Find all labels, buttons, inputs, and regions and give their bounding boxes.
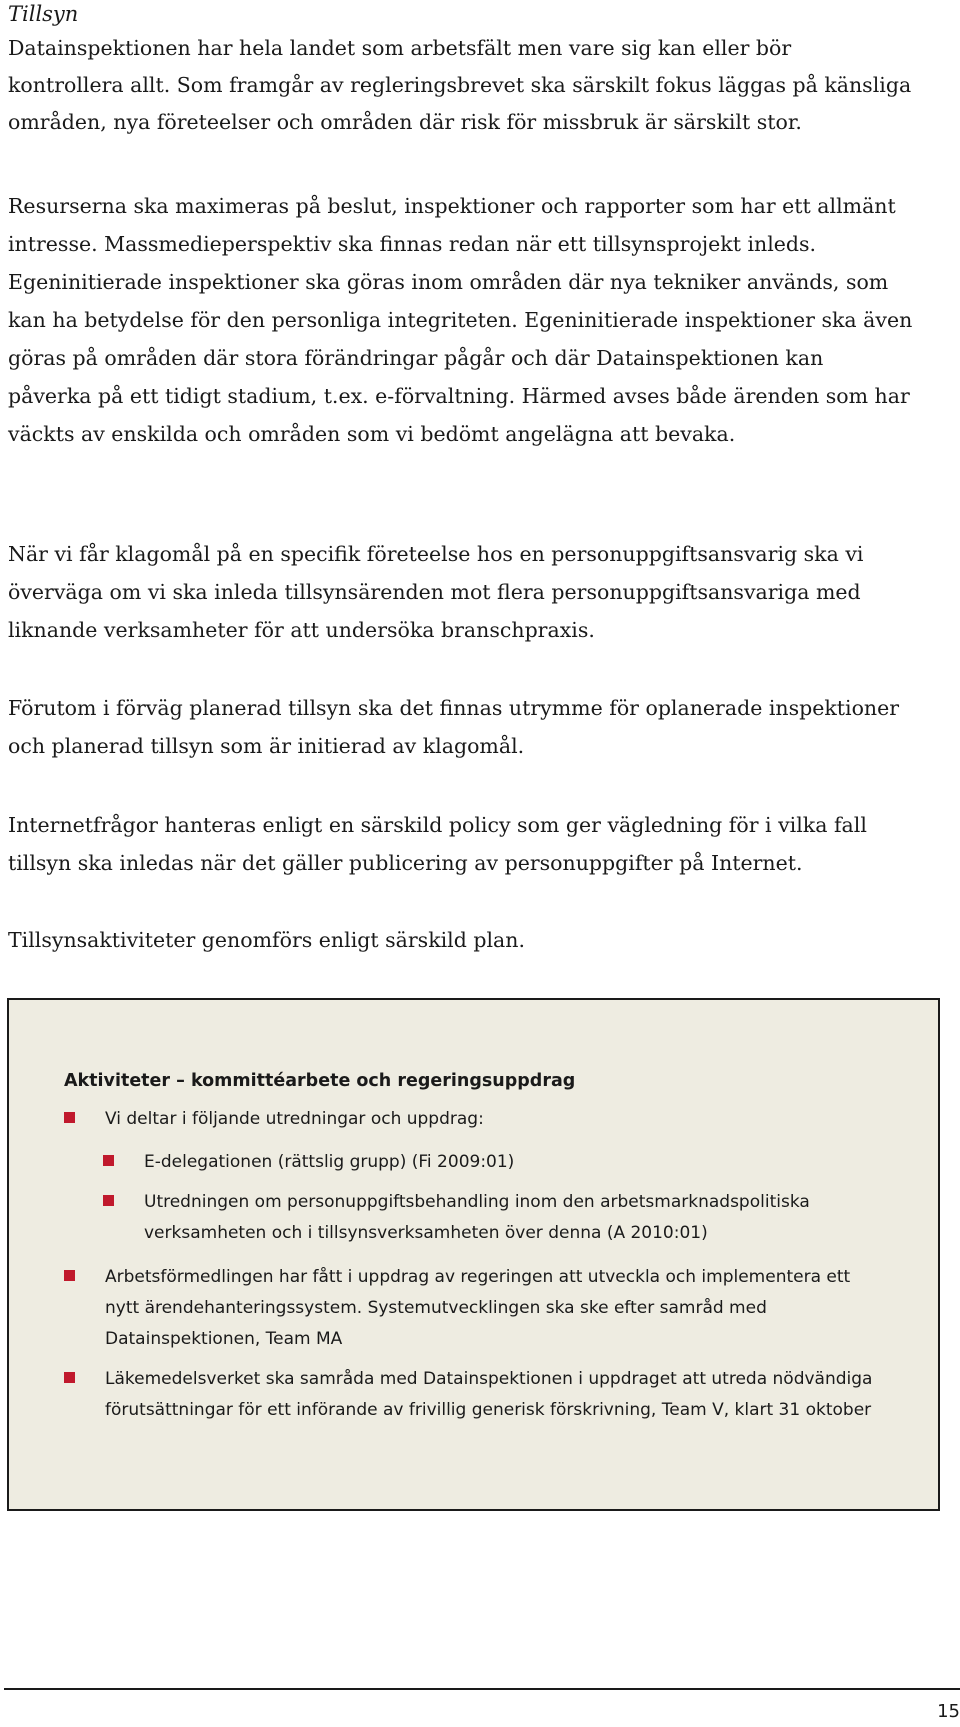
list-item: [103, 1147, 903, 1178]
list-item-text: E-delegationen (rättslig grupp) (Fi 2009:01): [144, 1152, 515, 1172]
document-body: [8, 0, 938, 952]
square-bullet-icon: [64, 1270, 75, 1281]
list-item: [103, 1187, 903, 1249]
section-heading: Tillsyn: [8, 2, 79, 26]
square-bullet-icon: [64, 1372, 75, 1383]
paragraph-5: Internetfrågor hanteras enligt en särskild policy som ger vägledning för i vilka fall tillsyn ska inledas när det gäller publicering av personuppgifter på Internet.: [8, 813, 867, 875]
list-item-text: Vi deltar i följande utredningar och uppdrag:: [105, 1109, 484, 1129]
footer-divider: [4, 1688, 960, 1690]
paragraph-2: Resurserna ska maximeras på beslut, inspektioner och rapporter som har ett allmänt intresse. Massmedieperspektiv ska finnas redan när ett tillsynsprojekt inleds. Egeninitierade inspektioner ska göras inom områden där nya tekniker används, som kan ha betydelse för den personliga integriteten. Egeninitierade inspektioner ska även göras på områden där stora förändringar pågår och där Datainspektionen kan påverka på ett tidigt stadium, t.ex. e-förvaltning. Härmed avses både ärenden som har väckts av enskilda och områden som vi bedömt angelägna att bevaka.: [8, 194, 913, 446]
square-bullet-icon: [103, 1155, 114, 1166]
paragraph-1: Datainspektionen har hela landet som arbetsfält men vare sig kan eller bör kontrollera allt. Som framgår av regleringsbrevet ska särskilt fokus läggas på känsliga områden, nya företeelser och områden där risk för missbruk är särskilt stor.: [8, 36, 912, 134]
paragraph-3: När vi får klagomål på en specifik företeelse hos en personuppgiftsansvarig ska vi överväga om vi ska inleda tillsynsärenden mot flera personuppgiftsansvariga med liknande verksamheter för att undersöka branschpraxis.: [8, 542, 864, 642]
paragraph-4: Förutom i förväg planerad tillsyn ska det finnas utrymme för oplanerade inspektioner och planerad tillsyn som är initierad av klagomål.: [8, 696, 900, 758]
list-item: [64, 1364, 884, 1426]
list-item: [64, 1262, 884, 1355]
page-number: 15: [937, 1701, 960, 1722]
list-item-text: Utredningen om personuppgiftsbehandling inom den arbetsmarknadspolitiska verksamheten och i tillsynsverksamheten över denna (A 2010:01): [144, 1192, 810, 1243]
list-item-text: Läkemedelsverket ska samråda med Datainspektionen i uppdraget att utreda nödvändiga förutsättningar för ett införande av frivillig generisk förskrivning, Team V, klart 31 oktober: [105, 1369, 873, 1420]
list-item-text: Arbetsförmedlingen har fått i uppdrag av regeringen att utveckla och implementera ett nytt ärendehanteringssystem. Systemutvecklingen ska ske efter samråd med Datainspektionen, Team MA: [105, 1267, 851, 1349]
square-bullet-icon: [103, 1195, 114, 1206]
activities-box-title: Aktiviteter – kommittéarbete och regeringsuppdrag: [64, 1071, 576, 1091]
square-bullet-icon: [64, 1112, 75, 1123]
paragraph-6: Tillsynsaktiviteter genomförs enligt särskild plan.: [8, 928, 525, 952]
activities-box: [7, 998, 940, 1511]
list-item: [64, 1104, 884, 1135]
